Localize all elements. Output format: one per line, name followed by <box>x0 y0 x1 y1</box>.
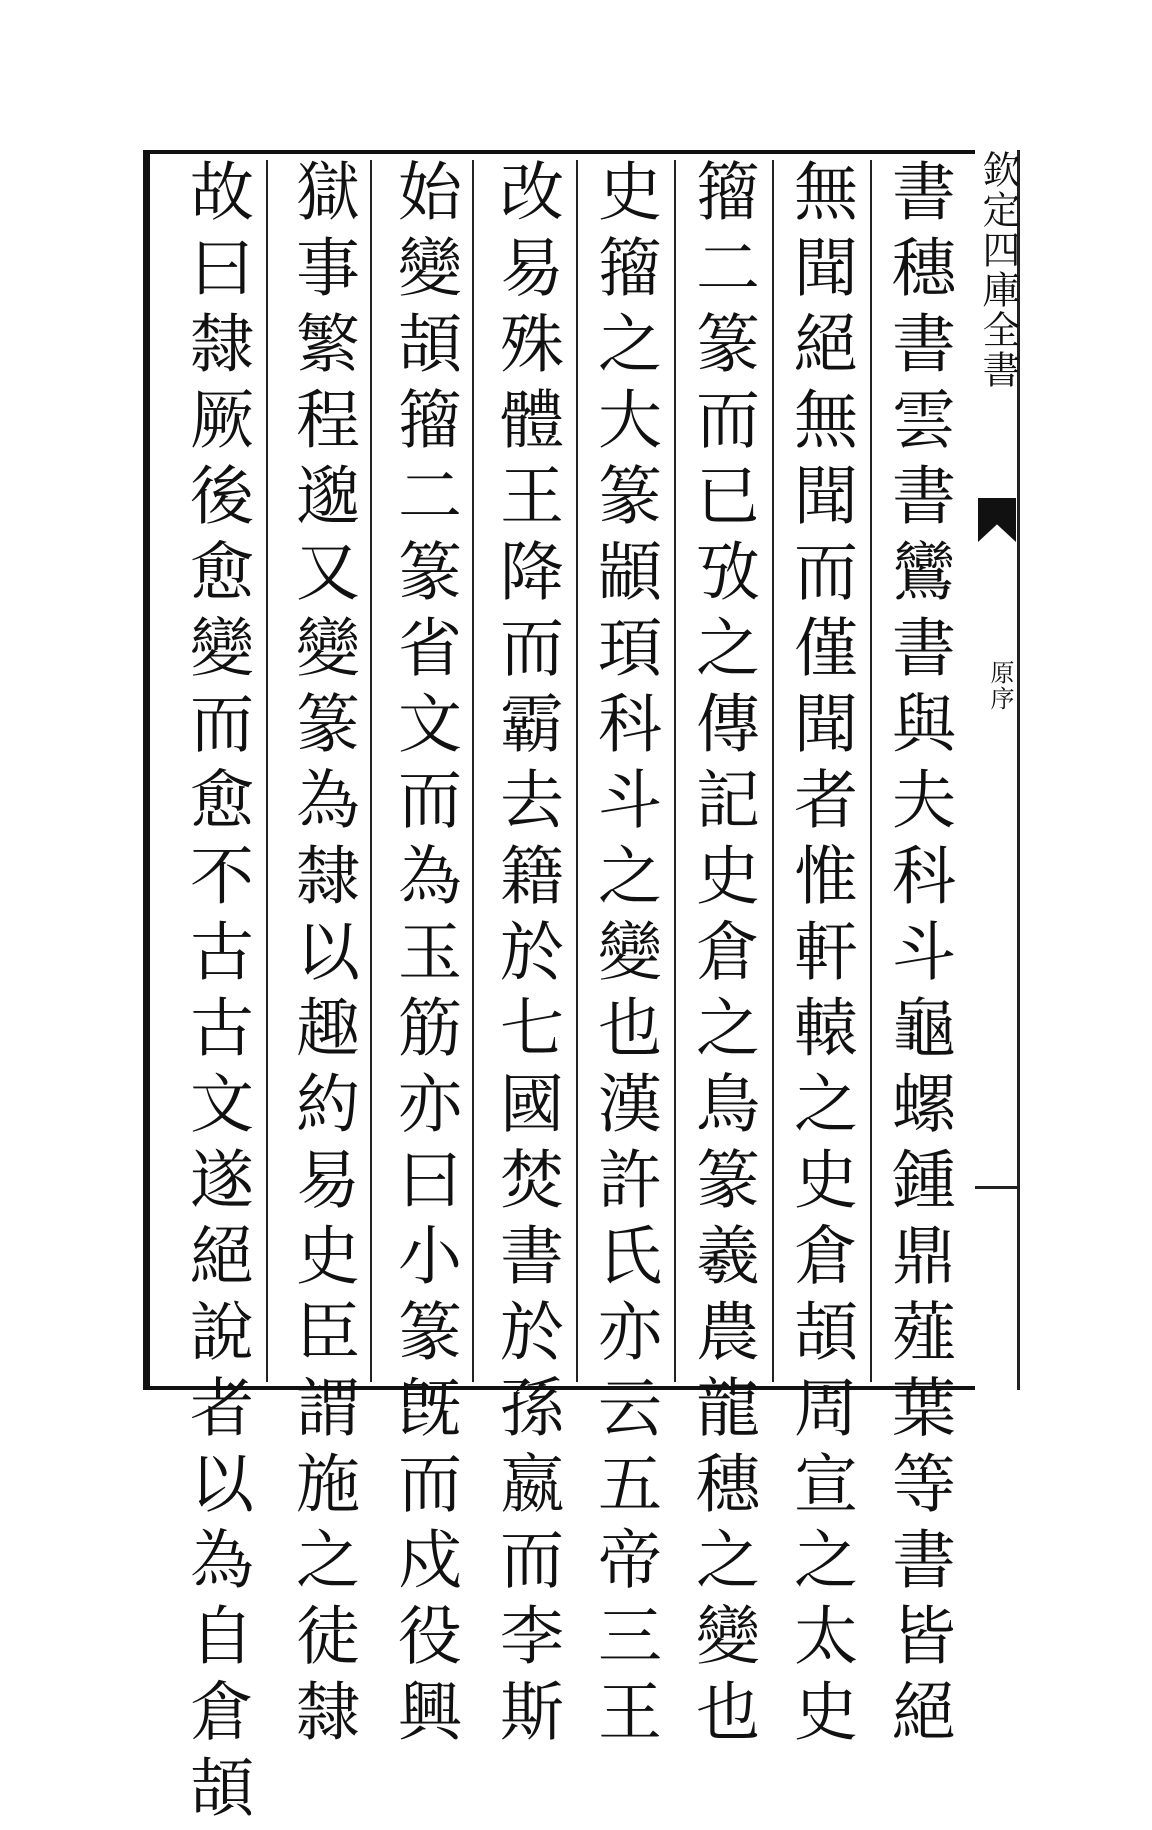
text-column-7 <box>284 158 360 1754</box>
column-rule <box>870 160 872 1382</box>
text-column-2-content: 無聞絕無聞而僅聞者惟軒轅之史倉頡周宣之太史 <box>783 158 857 1754</box>
text-column-4 <box>586 158 662 1754</box>
section-label: 原序 <box>986 660 1014 712</box>
text-column-1 <box>880 158 956 1754</box>
text-column-6 <box>386 158 462 1754</box>
text-column-7-content: 獄事繁程邈又變篆為隸以趣約易史臣謂施之徒隸 <box>285 158 359 1754</box>
text-column-8-content: 故曰隸厥後愈變而愈不古古文遂絕說者以為自倉頡 <box>179 158 253 1830</box>
column-rule <box>370 160 372 1382</box>
text-column-3-content: 籀二篆而已攷之傳記史倉之鳥篆羲農龍穗之變也 <box>685 158 759 1754</box>
column-rule <box>472 160 474 1382</box>
text-column-1-content: 書穗書雲書鸞書與夫科斗龜螺鍾鼎薤葉等書皆絕 <box>881 158 955 1754</box>
column-rule <box>266 160 268 1382</box>
column-rule <box>576 160 578 1382</box>
text-column-3 <box>684 158 760 1754</box>
margin-rule <box>975 1186 1020 1189</box>
column-rule <box>772 160 774 1382</box>
column-rule <box>674 160 676 1382</box>
text-column-5-content: 改易殊體王降而霸去籍於七國焚書於孫嬴而李斯 <box>489 158 563 1754</box>
text-column-5 <box>488 158 564 1754</box>
text-column-2 <box>782 158 858 1754</box>
text-column-8 <box>178 158 254 1830</box>
text-column-4-content: 史籀之大篆顓頊科斗之變也漢許氏亦云五帝三王 <box>587 158 661 1754</box>
book-title: 欽定四庫全書 <box>976 150 1020 390</box>
text-column-6-content: 始變頡籀二篆省文而為玉筋亦曰小篆旣而戍役興 <box>387 158 461 1754</box>
